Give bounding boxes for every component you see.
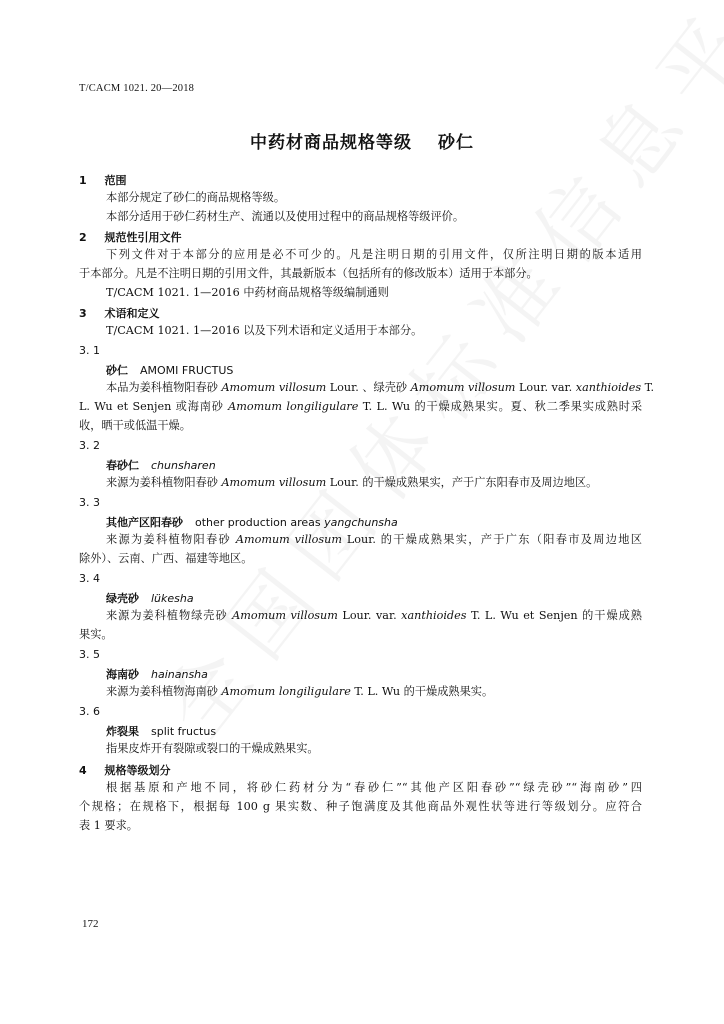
definition-line: 收，晒干或低温干燥。: [79, 419, 191, 432]
paragraph: 本部分规定了砂仁的商品规格等级。: [106, 191, 286, 204]
paragraph-line: 根据基原和产地不同，将砂仁药材分为“春砂仁”“其他产区阳春砂”“绿壳砂”“海南砂”四: [106, 781, 642, 794]
reference-item: T/CACM 1021. 1—2016 中药材商品规格等级编制通则: [106, 286, 389, 299]
definition-line: 果实。: [79, 628, 113, 641]
clause-number: 3. 1: [79, 344, 100, 357]
section-number: 3: [79, 307, 87, 320]
page-number: 172: [82, 918, 99, 930]
clause-number: 3. 6: [79, 705, 100, 718]
section-number: 2: [79, 231, 87, 244]
term-entry: [106, 457, 216, 473]
term-chinese: 春砂仁: [106, 459, 139, 472]
section-title: 规格等级划分: [104, 764, 171, 777]
term-chinese: 绿壳砂: [106, 592, 139, 605]
term-entry: [106, 590, 194, 606]
paragraph: 本部分适用于砂仁药材生产、流通以及使用过程中的商品规格等级评价。: [106, 210, 465, 223]
term-entry: [106, 666, 208, 682]
definition-line: 除外）、云南、广西、福建等地区。: [79, 552, 253, 565]
definition-line: 来源为姜科植物阳春砂 Amomum villosum Lour. 的干燥成熟果实，产于广东阳春市及周边地区。: [106, 476, 598, 489]
title-sub: 砂仁: [438, 133, 474, 153]
clause-number: 3. 2: [79, 439, 100, 452]
section-4-heading: [79, 762, 171, 778]
section-1-heading: [79, 172, 127, 188]
definition-line: L. Wu et Senjen 或海南砂 Amomum longiligulare T. L. Wu 的干燥成熟果实。夏、秋二季果实成熟时采: [79, 400, 643, 413]
section-title: 范围: [104, 174, 127, 187]
paragraph-line: 于本部分。凡是不注明日期的引用文件，其最新版本（包括所有的修改版本）适用于本部分。: [79, 267, 538, 280]
section-3-heading: [79, 305, 160, 321]
paragraph-line: 下列文件对于本部分的应用是必不可少的。凡是注明日期的引用文件，仅所注明日期的版本适用: [106, 248, 642, 261]
clause-number: 3. 3: [79, 496, 100, 509]
title-main: 中药材商品规格等级: [250, 133, 412, 153]
term-entry: [106, 362, 233, 378]
section-title: 术语和定义: [104, 307, 160, 320]
paragraph: T/CACM 1021. 1—2016 以及下列术语和定义适用于本部分。: [106, 324, 423, 337]
term-chinese: 其他产区阳春砂: [106, 516, 183, 529]
page-title: [0, 128, 724, 153]
term-english: other production areas yangchunsha: [195, 516, 398, 529]
term-english: lükesha: [151, 592, 194, 605]
section-number: 1: [79, 174, 87, 187]
term-english: chunsharen: [151, 459, 216, 472]
clause-number: 3. 4: [79, 572, 100, 585]
document-code: T/CACM 1021. 20—2018: [79, 83, 195, 94]
term-chinese: 砂仁: [106, 364, 128, 377]
section-number: 4: [79, 764, 87, 777]
section-title: 规范性引用文件: [104, 231, 182, 244]
definition-line: 指果皮炸开有裂隙或裂口的干燥成熟果实。: [106, 742, 319, 755]
term-english: split fructus: [151, 725, 217, 738]
clause-number: 3. 5: [79, 648, 100, 661]
term-chinese: 炸裂果: [106, 725, 139, 738]
term-entry: [106, 514, 398, 530]
term-entry: [106, 723, 216, 739]
definition-line: 来源为姜科植物绿壳砂 Amomum villosum Lour. var. xanthioides T. L. Wu et Senjen 的干燥成熟: [106, 609, 642, 622]
term-english: AMOMI FRUCTUS: [140, 364, 234, 377]
term-english: hainansha: [151, 668, 208, 681]
section-2-heading: [79, 229, 182, 245]
term-chinese: 海南砂: [106, 668, 139, 681]
definition-line: 来源为姜科植物海南砂 Amomum longiligulare T. L. Wu 的干燥成熟果实。: [106, 685, 494, 698]
definition-line: 来源为姜科植物阳春砂 Amomum villosum Lour. 的干燥成熟果实，产于广东（阳春市及周边地区: [106, 533, 642, 546]
paragraph-line: 表 1 要求。: [79, 819, 138, 832]
definition-line: 本品为姜科植物阳春砂 Amomum villosum Lour. 、绿壳砂 Amomum villosum Lour. var. xanthioides T.: [106, 381, 655, 394]
paragraph-line: 个规格；在规格下，根据每 100 g 果实数、种子饱满度及其他商品外观性状等进行等级划分。应符合: [79, 800, 642, 813]
